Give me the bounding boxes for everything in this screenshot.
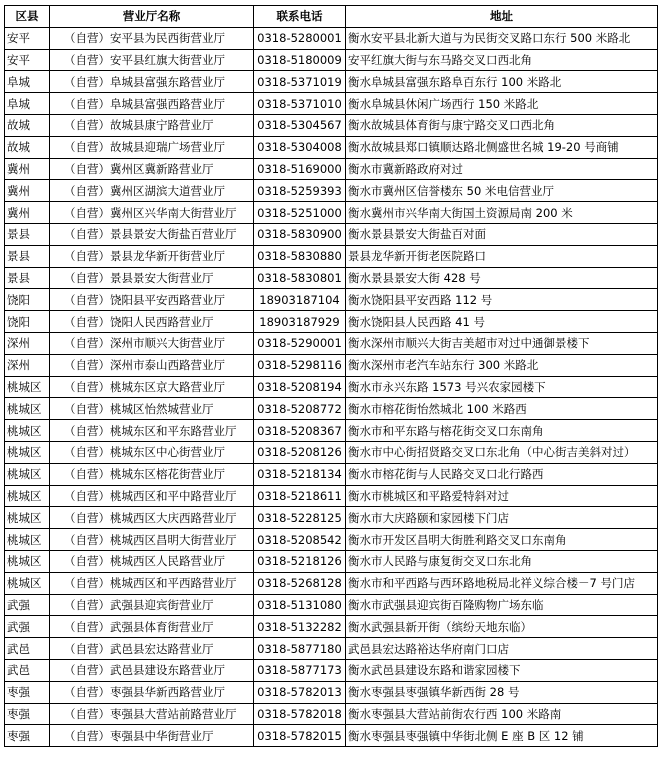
- cell-phone: 0318-5208772: [254, 398, 346, 420]
- cell-district: 故城: [5, 114, 50, 136]
- cell-phone: 0318-5208367: [254, 420, 346, 442]
- cell-address: 衡水枣强县大营站前街农行西 100 米路南: [346, 703, 658, 725]
- cell-phone: 0318-5298116: [254, 354, 346, 376]
- table-row: [5, 659, 658, 681]
- cell-district: 武邑: [5, 659, 50, 681]
- cell-hall-name: （自营）桃城东区中心街营业厅: [50, 441, 254, 463]
- cell-address: 衡水市榕花街怡然城北 100 米路西: [346, 398, 658, 420]
- table-row: [5, 725, 658, 747]
- table-row: [5, 507, 658, 529]
- cell-address: 衡水阜城县富强东路阜百东行 100 米路北: [346, 71, 658, 93]
- table-row: [5, 616, 658, 638]
- cell-district: 枣强: [5, 725, 50, 747]
- cell-district: 饶阳: [5, 289, 50, 311]
- table-row: [5, 376, 658, 398]
- cell-district: 桃城区: [5, 376, 50, 398]
- cell-address: 衡水市人民路与康复街交叉口东北角: [346, 550, 658, 572]
- cell-hall-name: （自营）安平县红旗大街营业厅: [50, 49, 254, 71]
- cell-hall-name: （自营）桃城西区昌明大街营业厅: [50, 529, 254, 551]
- table-row: [5, 463, 658, 485]
- cell-district: 桃城区: [5, 420, 50, 442]
- table-row: [5, 594, 658, 616]
- cell-hall-name: （自营）桃城东区和平东路营业厅: [50, 420, 254, 442]
- cell-hall-name: （自营）深州市泰山西路营业厅: [50, 354, 254, 376]
- table-row: [5, 420, 658, 442]
- table-row: [5, 332, 658, 354]
- cell-phone: 0318-5208194: [254, 376, 346, 398]
- cell-address: 衡水市冀州区信誉楼东 50 米电信营业厅: [346, 180, 658, 202]
- cell-hall-name: （自营）景县景安大街营业厅: [50, 267, 254, 289]
- table-row: [5, 71, 658, 93]
- cell-phone: 0318-5830880: [254, 245, 346, 267]
- cell-district: 安平: [5, 27, 50, 49]
- cell-address: 衡水景县景安大街盐百对面: [346, 223, 658, 245]
- cell-hall-name: （自营）冀州区兴华南大街营业厅: [50, 202, 254, 224]
- cell-phone: 0318-5304008: [254, 136, 346, 158]
- cell-address: 衡水冀州市兴华南大街国土资源局南 200 米: [346, 202, 658, 224]
- cell-hall-name: （自营）武强县体育街营业厅: [50, 616, 254, 638]
- table-row: [5, 180, 658, 202]
- cell-address: 衡水武邑县建设东路和谐家园楼下: [346, 659, 658, 681]
- header-phone: 联系电话: [254, 6, 346, 28]
- table-row: [5, 529, 658, 551]
- cell-address: 衡水市冀新路政府对过: [346, 158, 658, 180]
- cell-hall-name: （自营）桃城区怡然城营业厅: [50, 398, 254, 420]
- cell-address: 衡水枣强县枣强镇中华街北侧 E 座 B 区 12 铺: [346, 725, 658, 747]
- cell-district: 武强: [5, 616, 50, 638]
- cell-address: 衡水深州市顺兴大街吉美超市对过中通御景楼下: [346, 332, 658, 354]
- cell-address: 景县龙华新开街老医院路口: [346, 245, 658, 267]
- cell-phone: 0318-5218611: [254, 485, 346, 507]
- cell-address: 衡水市开发区昌明大街胜利路交叉口东南角: [346, 529, 658, 551]
- table-row: [5, 114, 658, 136]
- table-header-row: [5, 6, 658, 28]
- cell-district: 桃城区: [5, 507, 50, 529]
- cell-hall-name: （自营）深州市顺兴大街营业厅: [50, 332, 254, 354]
- cell-phone: 0318-5131080: [254, 594, 346, 616]
- cell-hall-name: （自营）故城县康宁路营业厅: [50, 114, 254, 136]
- cell-phone: 0318-5830900: [254, 223, 346, 245]
- cell-address: 衡水武强县新开街（缤纷天地东临）: [346, 616, 658, 638]
- cell-district: 枣强: [5, 703, 50, 725]
- cell-hall-name: （自营）饶阳县平安西路营业厅: [50, 289, 254, 311]
- cell-hall-name: （自营）冀州区冀新路营业厅: [50, 158, 254, 180]
- cell-address: 安平红旗大街与东马路交叉口西北角: [346, 49, 658, 71]
- cell-hall-name: （自营）桃城西区大庆西路营业厅: [50, 507, 254, 529]
- cell-address: 衡水饶阳县平安西路 112 号: [346, 289, 658, 311]
- cell-district: 深州: [5, 354, 50, 376]
- cell-phone: 0318-5782015: [254, 725, 346, 747]
- cell-district: 冀州: [5, 158, 50, 180]
- table-row: [5, 245, 658, 267]
- cell-address: 武邑县宏达路裕达华府南门口店: [346, 638, 658, 660]
- cell-hall-name: （自营）武强县迎宾街营业厅: [50, 594, 254, 616]
- cell-phone: 0318-5132282: [254, 616, 346, 638]
- cell-hall-name: （自营）阜城县富强东路营业厅: [50, 71, 254, 93]
- cell-district: 深州: [5, 332, 50, 354]
- table-row: [5, 223, 658, 245]
- business-hall-table: [4, 5, 658, 747]
- table-row: [5, 354, 658, 376]
- table-row: [5, 681, 658, 703]
- table-row: [5, 485, 658, 507]
- cell-phone: 0318-5259393: [254, 180, 346, 202]
- cell-district: 景县: [5, 267, 50, 289]
- cell-address: 衡水市桃城区和平路爱特斜对过: [346, 485, 658, 507]
- table-row: [5, 93, 658, 115]
- cell-phone: 18903187104: [254, 289, 346, 311]
- cell-hall-name: （自营）桃城西区和平西路营业厅: [50, 572, 254, 594]
- cell-phone: 0318-5180009: [254, 49, 346, 71]
- cell-phone: 0318-5280001: [254, 27, 346, 49]
- table-row: [5, 572, 658, 594]
- cell-district: 景县: [5, 245, 50, 267]
- cell-district: 武强: [5, 594, 50, 616]
- cell-address: 衡水市中心街招贤路交叉口东北角（中心街吉美斜对过）: [346, 441, 658, 463]
- cell-address: 衡水市武强县迎宾街百隆购物广场东临: [346, 594, 658, 616]
- cell-district: 阜城: [5, 71, 50, 93]
- cell-hall-name: （自营）桃城西区人民路营业厅: [50, 550, 254, 572]
- cell-phone: 0318-5251000: [254, 202, 346, 224]
- table-row: [5, 267, 658, 289]
- table-row: [5, 703, 658, 725]
- header-address: 地址: [346, 6, 658, 28]
- cell-district: 桃城区: [5, 398, 50, 420]
- table-row: [5, 27, 658, 49]
- cell-hall-name: （自营）安平县为民西街营业厅: [50, 27, 254, 49]
- table-row: [5, 289, 658, 311]
- cell-address: 衡水景县景安大街 428 号: [346, 267, 658, 289]
- cell-district: 故城: [5, 136, 50, 158]
- cell-address: 衡水枣强县枣强镇华新西街 28 号: [346, 681, 658, 703]
- header-hall-name: 营业厅名称: [50, 6, 254, 28]
- table-row: [5, 49, 658, 71]
- cell-phone: 0318-5782018: [254, 703, 346, 725]
- cell-address: 衡水深州市老汽车站东行 300 米路北: [346, 354, 658, 376]
- cell-district: 枣强: [5, 681, 50, 703]
- table-body: [5, 27, 658, 746]
- cell-district: 武邑: [5, 638, 50, 660]
- cell-hall-name: （自营）饶阳人民西路营业厅: [50, 311, 254, 333]
- cell-hall-name: （自营）桃城东区京大路营业厅: [50, 376, 254, 398]
- cell-district: 安平: [5, 49, 50, 71]
- cell-hall-name: （自营）桃城东区榕花街营业厅: [50, 463, 254, 485]
- cell-phone: 0318-5169000: [254, 158, 346, 180]
- cell-address: 衡水故城县体育街与康宁路交叉口西北角: [346, 114, 658, 136]
- cell-phone: 0318-5268128: [254, 572, 346, 594]
- cell-phone: 0318-5304567: [254, 114, 346, 136]
- cell-hall-name: （自营）故城县迎瑞广场营业厅: [50, 136, 254, 158]
- cell-address: 衡水市永兴东路 1573 号兴农家园楼下: [346, 376, 658, 398]
- cell-phone: 0318-5208542: [254, 529, 346, 551]
- cell-hall-name: （自营）阜城县富强西路营业厅: [50, 93, 254, 115]
- cell-hall-name: （自营）景县龙华新开街营业厅: [50, 245, 254, 267]
- cell-hall-name: （自营）枣强县中华街营业厅: [50, 725, 254, 747]
- cell-address: 衡水故城县郑口镇顺达路北侧盛世名城 19-20 号商铺: [346, 136, 658, 158]
- table-row: [5, 202, 658, 224]
- cell-hall-name: （自营）枣强县大营站前路营业厅: [50, 703, 254, 725]
- cell-address: 衡水市榕花街与人民路交叉口北行路西: [346, 463, 658, 485]
- table-row: [5, 638, 658, 660]
- cell-address: 衡水阜城县休闲广场西行 150 米路北: [346, 93, 658, 115]
- table-row: [5, 311, 658, 333]
- cell-phone: 0318-5877180: [254, 638, 346, 660]
- cell-address: 衡水安平县北新大道与为民街交叉路口东行 500 米路北: [346, 27, 658, 49]
- cell-district: 冀州: [5, 202, 50, 224]
- cell-hall-name: （自营）桃城西区和平中路营业厅: [50, 485, 254, 507]
- cell-district: 冀州: [5, 180, 50, 202]
- cell-district: 阜城: [5, 93, 50, 115]
- cell-district: 饶阳: [5, 311, 50, 333]
- cell-phone: 0318-5371019: [254, 71, 346, 93]
- cell-district: 桃城区: [5, 463, 50, 485]
- table-row: [5, 441, 658, 463]
- cell-phone: 0318-5208126: [254, 441, 346, 463]
- cell-district: 桃城区: [5, 529, 50, 551]
- cell-phone: 0318-5782013: [254, 681, 346, 703]
- cell-phone: 0318-5218134: [254, 463, 346, 485]
- cell-district: 桃城区: [5, 441, 50, 463]
- table-row: [5, 550, 658, 572]
- cell-hall-name: （自营）景县景安大街盐百营业厅: [50, 223, 254, 245]
- cell-hall-name: （自营）枣强县华新西路营业厅: [50, 681, 254, 703]
- cell-phone: 18903187929: [254, 311, 346, 333]
- cell-address: 衡水市和平东路与榕花街交叉口东南角: [346, 420, 658, 442]
- cell-address: 衡水市大庆路颐和家园楼下门店: [346, 507, 658, 529]
- cell-phone: 0318-5877173: [254, 659, 346, 681]
- cell-phone: 0318-5290001: [254, 332, 346, 354]
- table-row: [5, 136, 658, 158]
- cell-district: 桃城区: [5, 550, 50, 572]
- header-district: 区县: [5, 6, 50, 28]
- cell-district: 桃城区: [5, 485, 50, 507]
- cell-phone: 0318-5371010: [254, 93, 346, 115]
- cell-address: 衡水饶阳县人民西路 41 号: [346, 311, 658, 333]
- cell-hall-name: （自营）冀州区湖滨大道营业厅: [50, 180, 254, 202]
- cell-address: 衡水市和平西路与西环路地税局北祥义综合楼－7 号门店: [346, 572, 658, 594]
- table-row: [5, 158, 658, 180]
- cell-district: 桃城区: [5, 572, 50, 594]
- cell-district: 景县: [5, 223, 50, 245]
- cell-hall-name: （自营）武邑县宏达路营业厅: [50, 638, 254, 660]
- table-row: [5, 398, 658, 420]
- cell-hall-name: （自营）武邑县建设东路营业厅: [50, 659, 254, 681]
- cell-phone: 0318-5830801: [254, 267, 346, 289]
- cell-phone: 0318-5228125: [254, 507, 346, 529]
- cell-phone: 0318-5218126: [254, 550, 346, 572]
